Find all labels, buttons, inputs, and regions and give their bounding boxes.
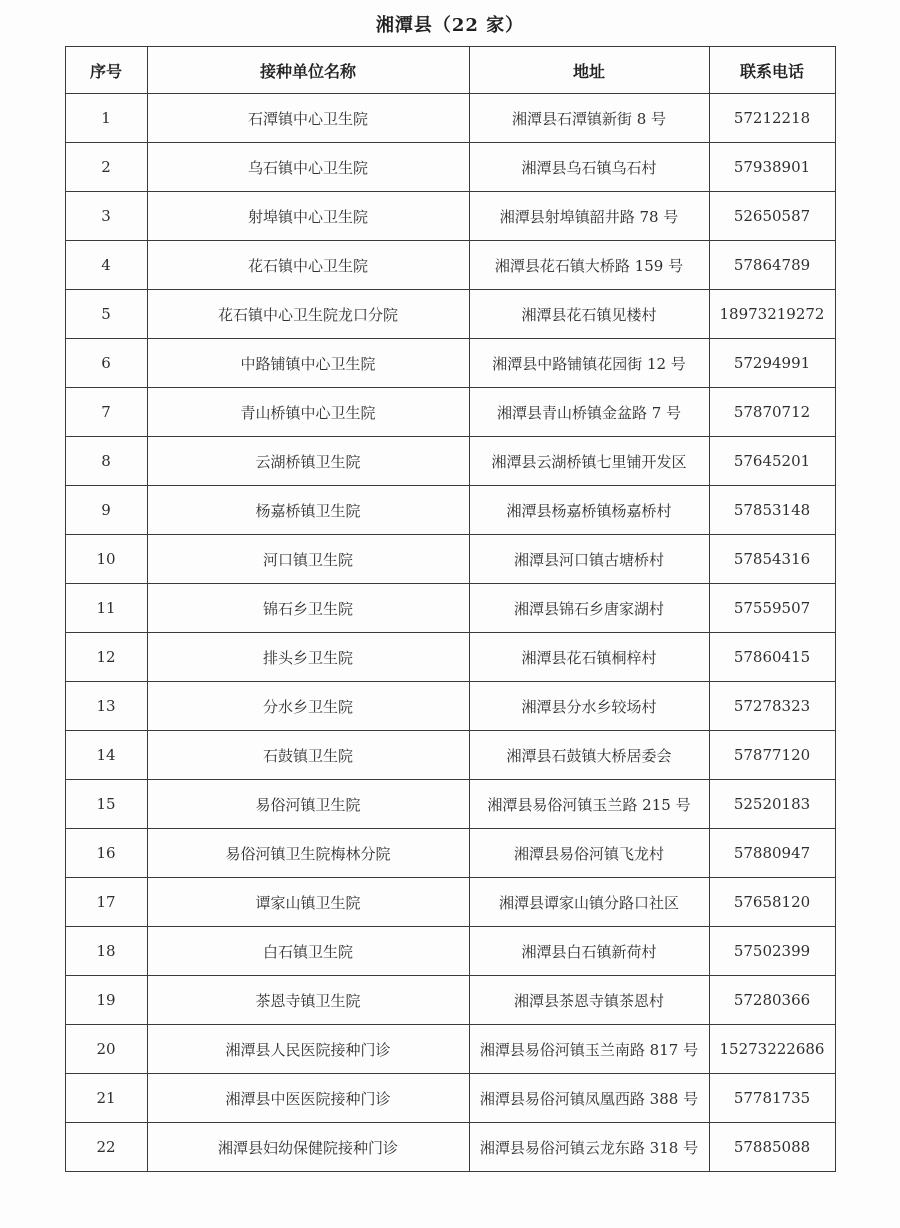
table-row	[65, 241, 835, 290]
cell-serial-number: 21	[65, 1074, 147, 1123]
cell-address: 湘潭县中路铺镇花园街 12 号	[469, 339, 709, 388]
table-row	[65, 1123, 835, 1172]
cell-unit-name: 乌石镇中心卫生院	[147, 143, 469, 192]
cell-phone: 15273222686	[709, 1025, 835, 1074]
cell-serial-number: 2	[65, 143, 147, 192]
cell-phone: 18973219272	[709, 290, 835, 339]
cell-address: 湘潭县锦石乡唐家湖村	[469, 584, 709, 633]
cell-phone: 57645201	[709, 437, 835, 486]
cell-serial-number: 7	[65, 388, 147, 437]
cell-address: 湘潭县射埠镇韶井路 78 号	[469, 192, 709, 241]
cell-serial-number: 10	[65, 535, 147, 584]
table-row	[65, 1074, 835, 1123]
cell-address: 湘潭县石鼓镇大桥居委会	[469, 731, 709, 780]
table-header	[65, 47, 835, 94]
cell-unit-name: 青山桥镇中心卫生院	[147, 388, 469, 437]
cell-serial-number: 13	[65, 682, 147, 731]
cell-unit-name: 石鼓镇卫生院	[147, 731, 469, 780]
cell-address: 湘潭县易俗河镇玉兰路 215 号	[469, 780, 709, 829]
table-row	[65, 731, 835, 780]
cell-address: 湘潭县易俗河镇玉兰南路 817 号	[469, 1025, 709, 1074]
table-row	[65, 290, 835, 339]
cell-unit-name: 茶恩寺镇卫生院	[147, 976, 469, 1025]
cell-serial-number: 8	[65, 437, 147, 486]
cell-address: 湘潭县河口镇古塘桥村	[469, 535, 709, 584]
table-row	[65, 878, 835, 927]
cell-phone: 57853148	[709, 486, 835, 535]
header-serial-number: 序号	[65, 47, 147, 94]
cell-serial-number: 20	[65, 1025, 147, 1074]
header-address: 地址	[469, 47, 709, 94]
cell-address: 湘潭县石潭镇新街 8 号	[469, 94, 709, 143]
cell-address: 湘潭县分水乡较场村	[469, 682, 709, 731]
cell-phone: 57938901	[709, 143, 835, 192]
cell-address: 湘潭县乌石镇乌石村	[469, 143, 709, 192]
cell-phone: 57658120	[709, 878, 835, 927]
cell-serial-number: 14	[65, 731, 147, 780]
table-row	[65, 143, 835, 192]
cell-serial-number: 16	[65, 829, 147, 878]
table-row	[65, 976, 835, 1025]
cell-serial-number: 4	[65, 241, 147, 290]
cell-serial-number: 22	[65, 1123, 147, 1172]
cell-address: 湘潭县易俗河镇飞龙村	[469, 829, 709, 878]
cell-serial-number: 18	[65, 927, 147, 976]
cell-unit-name: 易俗河镇卫生院梅林分院	[147, 829, 469, 878]
cell-address: 湘潭县谭家山镇分路口社区	[469, 878, 709, 927]
cell-serial-number: 9	[65, 486, 147, 535]
table-row	[65, 780, 835, 829]
table-row	[65, 829, 835, 878]
cell-unit-name: 谭家山镇卫生院	[147, 878, 469, 927]
table-row	[65, 388, 835, 437]
cell-phone: 57864789	[709, 241, 835, 290]
cell-phone: 57280366	[709, 976, 835, 1025]
cell-address: 湘潭县花石镇大桥路 159 号	[469, 241, 709, 290]
table-row	[65, 633, 835, 682]
cell-phone: 57278323	[709, 682, 835, 731]
table-row	[65, 339, 835, 388]
cell-unit-name: 湘潭县妇幼保健院接种门诊	[147, 1123, 469, 1172]
cell-phone: 57294991	[709, 339, 835, 388]
cell-unit-name: 易俗河镇卫生院	[147, 780, 469, 829]
cell-unit-name: 中路铺镇中心卫生院	[147, 339, 469, 388]
cell-unit-name: 白石镇卫生院	[147, 927, 469, 976]
cell-phone: 52520183	[709, 780, 835, 829]
page-title: 湘潭县（22 家）	[375, 15, 525, 36]
cell-address: 湘潭县云湖桥镇七里铺开发区	[469, 437, 709, 486]
cell-phone: 57870712	[709, 388, 835, 437]
table-row	[65, 486, 835, 535]
cell-serial-number: 11	[65, 584, 147, 633]
table-row	[65, 437, 835, 486]
cell-phone: 57860415	[709, 633, 835, 682]
vaccination-units-table	[65, 46, 836, 1172]
table-row	[65, 584, 835, 633]
cell-unit-name: 排头乡卫生院	[147, 633, 469, 682]
cell-unit-name: 射埠镇中心卫生院	[147, 192, 469, 241]
cell-phone: 57854316	[709, 535, 835, 584]
cell-address: 湘潭县青山桥镇金盆路 7 号	[469, 388, 709, 437]
cell-serial-number: 17	[65, 878, 147, 927]
table-row	[65, 682, 835, 731]
table-row	[65, 927, 835, 976]
cell-phone: 57880947	[709, 829, 835, 878]
header-row	[65, 47, 835, 94]
cell-address: 湘潭县茶恩寺镇茶恩村	[469, 976, 709, 1025]
cell-phone: 52650587	[709, 192, 835, 241]
cell-address: 湘潭县易俗河镇云龙东路 318 号	[469, 1123, 709, 1172]
cell-address: 湘潭县花石镇见楼村	[469, 290, 709, 339]
header-unit-name: 接种单位名称	[147, 47, 469, 94]
cell-unit-name: 河口镇卫生院	[147, 535, 469, 584]
cell-serial-number: 5	[65, 290, 147, 339]
header-phone: 联系电话	[709, 47, 835, 94]
cell-unit-name: 湘潭县中医医院接种门诊	[147, 1074, 469, 1123]
cell-serial-number: 12	[65, 633, 147, 682]
cell-unit-name: 分水乡卫生院	[147, 682, 469, 731]
table-row	[65, 1025, 835, 1074]
cell-unit-name: 杨嘉桥镇卫生院	[147, 486, 469, 535]
table-row	[65, 192, 835, 241]
cell-phone: 57877120	[709, 731, 835, 780]
cell-phone: 57502399	[709, 927, 835, 976]
cell-unit-name: 花石镇中心卫生院龙口分院	[147, 290, 469, 339]
table-row	[65, 535, 835, 584]
cell-unit-name: 花石镇中心卫生院	[147, 241, 469, 290]
cell-phone: 57781735	[709, 1074, 835, 1123]
cell-unit-name: 锦石乡卫生院	[147, 584, 469, 633]
cell-address: 湘潭县花石镇桐梓村	[469, 633, 709, 682]
cell-serial-number: 1	[65, 94, 147, 143]
cell-serial-number: 3	[65, 192, 147, 241]
cell-unit-name: 湘潭县人民医院接种门诊	[147, 1025, 469, 1074]
cell-phone: 57559507	[709, 584, 835, 633]
cell-serial-number: 19	[65, 976, 147, 1025]
cell-address: 湘潭县易俗河镇凤凰西路 388 号	[469, 1074, 709, 1123]
cell-phone: 57212218	[709, 94, 835, 143]
cell-serial-number: 6	[65, 339, 147, 388]
table-body	[65, 94, 835, 1172]
cell-address: 湘潭县白石镇新荷村	[469, 927, 709, 976]
cell-phone: 57885088	[709, 1123, 835, 1172]
cell-unit-name: 云湖桥镇卫生院	[147, 437, 469, 486]
cell-serial-number: 15	[65, 780, 147, 829]
cell-unit-name: 石潭镇中心卫生院	[147, 94, 469, 143]
cell-address: 湘潭县杨嘉桥镇杨嘉桥村	[469, 486, 709, 535]
table-row	[65, 94, 835, 143]
